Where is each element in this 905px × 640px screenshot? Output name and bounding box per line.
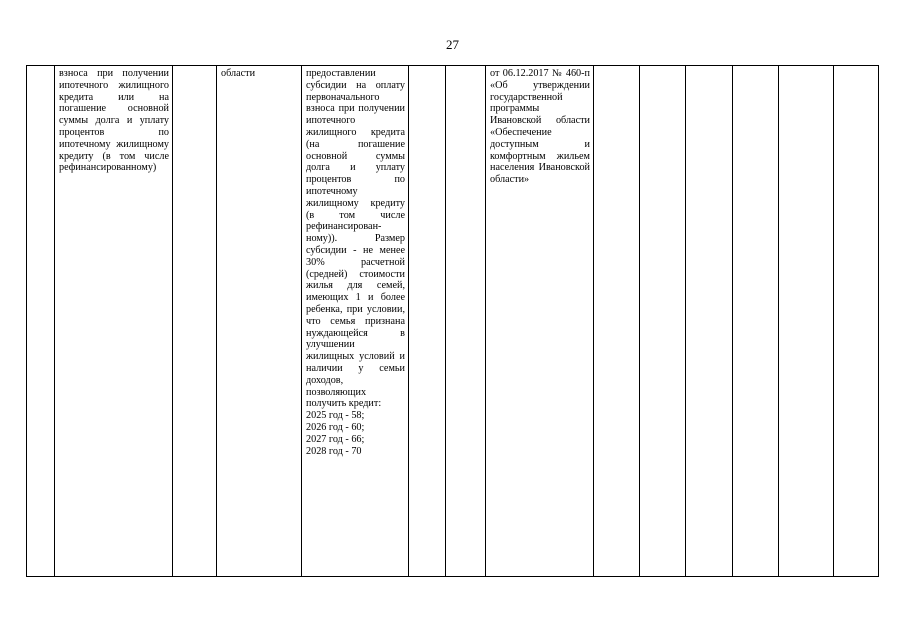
subsidy-year-item: 2026 год - 60; xyxy=(306,421,365,433)
table-cell-empty xyxy=(834,66,879,577)
table-cell-empty xyxy=(686,66,733,577)
table-cell-region: области xyxy=(217,66,302,577)
table-cell-empty xyxy=(594,66,640,577)
program-table xyxy=(26,65,879,577)
table-cell-empty xyxy=(733,66,779,577)
table-cell-description: взноса при получении ипотечного жилищного кредита или на погашение основной суммы долга и уплату процентов по ипотечному жилищному кредиту (в том числе рефинансированному) xyxy=(55,66,173,577)
table-cell-number xyxy=(27,66,55,577)
table-cell-conditions: предоставлении субсидии на оплату первоначального взноса при получении ипотечного жилищного кредита (на погашение основной суммы долга и уплату процентов по ипотечному жилищному кредиту (в том числе рефинансирован-ному)). Размер субсидии - не менее 30% расчетной (средней) стоимости жилья для семей, имеющих 1 и более ребенка, при условии, что семья признана нуждающейся в улучшении жилищных условий и наличии у семьи доходов, позволяющих получить кредит: 2025 год - 58; 2026 год - 60; 2027 год - 66; 2028 год - 70 xyxy=(302,66,409,577)
table-cell-empty xyxy=(173,66,217,577)
subsidy-year-item: 2027 год - 66; xyxy=(306,433,365,445)
table-cell-empty xyxy=(446,66,486,577)
table-cell-empty xyxy=(640,66,686,577)
subsidy-year-item: 2025 год - 58; xyxy=(306,410,365,422)
table-row xyxy=(27,66,879,577)
subsidy-year-item: 2028 год - 70 xyxy=(306,445,362,457)
table-cell-legal-basis: от 06.12.2017 № 460-п «Об утверждении государственной программы Ивановской области «Обеспечение доступным и комфортным жильем населения Ивановской области» xyxy=(486,66,594,577)
table-cell-empty xyxy=(409,66,446,577)
subsidy-years-list xyxy=(306,410,405,457)
page-number: 27 xyxy=(446,37,459,52)
table-cell-empty xyxy=(779,66,834,577)
